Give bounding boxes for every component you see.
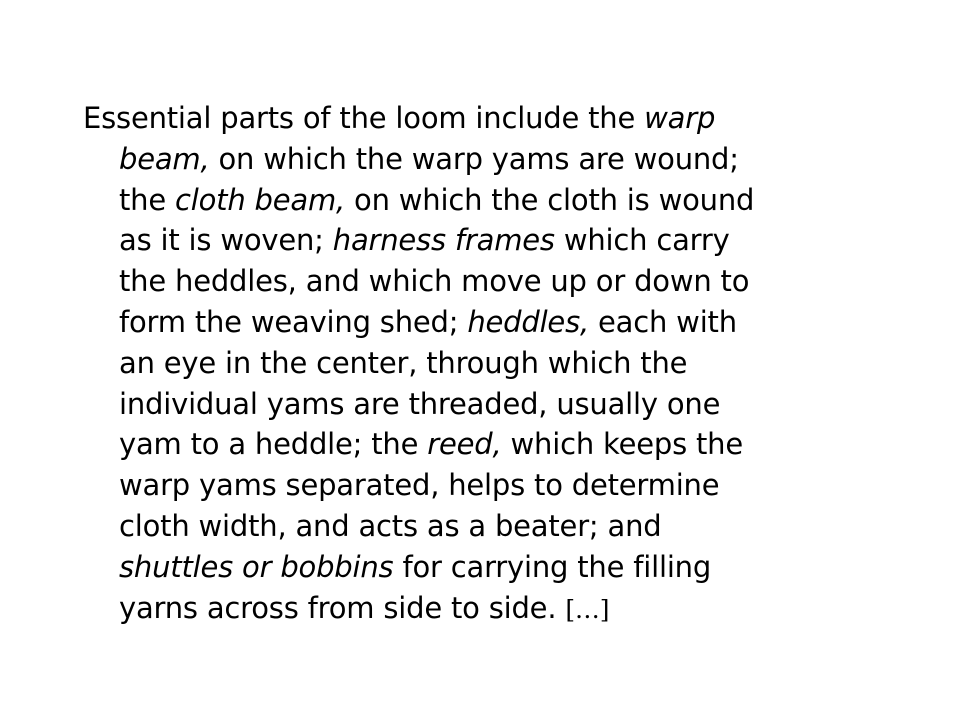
- italic-term: heddles,: [467, 304, 589, 339]
- ellipsis-mark: […]: [565, 594, 610, 624]
- text-segment: yarns across from side to side.: [119, 590, 566, 625]
- text-segment: the: [119, 182, 176, 217]
- text-line: [83, 506, 873, 547]
- body-paragraph: [83, 98, 873, 630]
- text-line: [83, 98, 873, 139]
- text-segment: individual yams are threaded, usually one: [119, 386, 721, 421]
- text-segment: on which the warp yams are wound;: [209, 141, 739, 176]
- text-line: [83, 588, 873, 631]
- italic-term: warp: [644, 101, 716, 135]
- text-segment: for carrying the filling: [393, 549, 712, 584]
- text-segment: cloth width, and acts as a beater; and: [119, 508, 662, 543]
- text-segment: which keeps the: [501, 427, 743, 462]
- italic-term: harness frames: [332, 223, 555, 258]
- text-segment: on which the cloth is wound: [345, 182, 755, 217]
- text-segment: as it is woven;: [119, 223, 333, 258]
- text-line: [83, 547, 873, 588]
- text-segment: yam to a heddle; the: [119, 427, 428, 462]
- italic-term: reed,: [427, 427, 502, 462]
- text-line: [83, 343, 873, 384]
- text-segment: which carry: [554, 223, 730, 258]
- text-line: [83, 220, 873, 261]
- italic-term: shuttles or bobbins: [119, 549, 394, 584]
- italic-term: beam,: [119, 141, 210, 176]
- text-line: [83, 261, 873, 302]
- text-line: [83, 180, 873, 221]
- text-segment: each with: [589, 304, 737, 339]
- text-segment: the heddles, and which move up or down to: [119, 264, 750, 299]
- text-segment: Essential parts of the loom include the: [83, 101, 645, 135]
- text-line: [83, 465, 873, 506]
- text-segment: an eye in the center, through which the: [119, 345, 688, 380]
- italic-term: cloth beam,: [175, 182, 346, 217]
- text-line: [83, 302, 873, 343]
- text-segment: warp yams separated, helps to determine: [119, 468, 720, 503]
- text-line: [83, 139, 873, 180]
- text-line: [83, 384, 873, 425]
- text-segment: form the weaving shed;: [119, 304, 468, 339]
- text-line: [83, 424, 873, 465]
